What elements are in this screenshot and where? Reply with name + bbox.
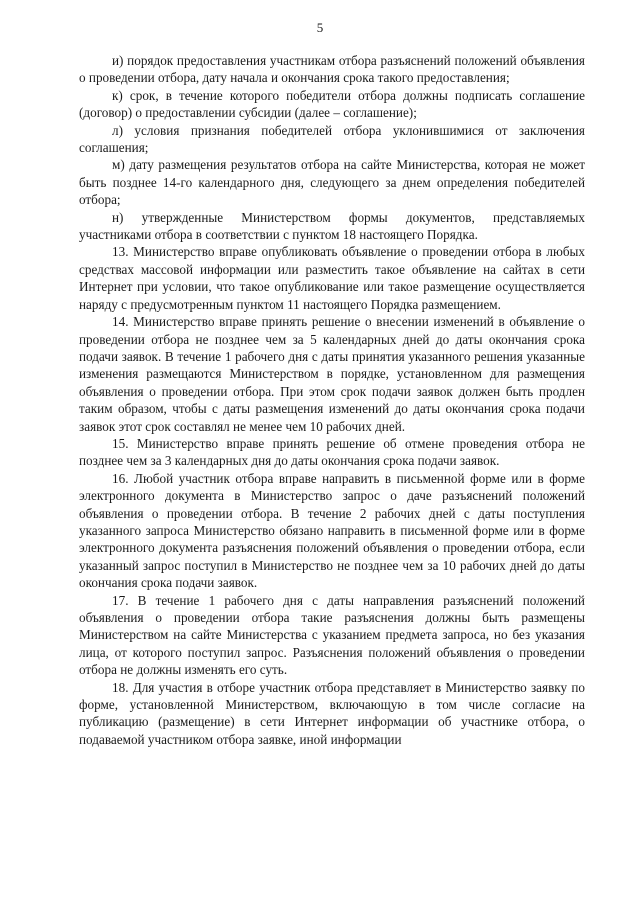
paragraph-16: 16. Любой участник отбора вправе направить в письменной форме или в форме электронного документа в Министерство запрос о даче разъяснений положений объявления о проведении отбора. В течение 2 рабочих дней с даты поступления указанного запроса Министерство обязано направить в письменной форме или в форме электронного документа разъяснения положений объявления о проведении отбора, если указанный запрос поступил в Министерство не позднее чем за 10 рабочих дней до даты окончания срока подачи заявок. xyxy=(79,470,585,591)
paragraph-item-n: н) утвержденные Министерством формы документов, представляемых участниками отбора в соответствии с пунктом 18 настоящего Порядка. xyxy=(79,209,585,243)
paragraph-item-l: л) условия признания победителей отбора уклонившимися от заключения соглашения; xyxy=(79,122,585,156)
paragraph-17: 17. В течение 1 рабочего дня с даты направления разъяснений положений объявления о проведении отбора такие разъяснения должны быть размещены Министерством на сайте Министерства с указанием предмета запроса, но без указания лица, от которого поступил запрос. Разъяснения положений объявления о проведении отбора не должны изменять его суть. xyxy=(79,592,585,678)
document-body xyxy=(79,52,585,748)
paragraph-14: 14. Министерство вправе принять решение о внесении изменений в объявление о проведении отбора не позднее чем за 5 календарных дней до даты окончания срока подачи заявок. В течение 1 рабочего дня с даты принятия указанного решения указанные изменения размещаются Министерством в порядке, установленном для размещения объявления о проведении отбора. При этом срок подачи заявок должен быть продлен таким образом, чтобы с даты размещения изменений до даты окончания срока подачи заявок этот срок составлял не менее чем 10 рабочих дней. xyxy=(79,314,585,434)
paragraph-18: 18. Для участия в отборе участник отбора представляет в Министерство заявку по форме, установленной Министерством, включающую в том числе согласие на публикацию (размещение) в сети Интернет информации об участнике отбора, о подаваемой участником отбора заявке, иной информации xyxy=(79,679,585,747)
paragraph-item-m: м) дату размещения результатов отбора на сайте Министерства, которая не может быть позднее 14-го календарного дня, следующего за днем определения победителей отбора; xyxy=(79,157,585,208)
paragraph-13: 13. Министерство вправе опубликовать объявление о проведении отбора в любых средствах массовой информации или разместить такое объявление на сайтах в сети Интернет при условии, что такое опубликование или такое размещение осуществляется наряду с предусмотренным пунктом 11 настоящего Порядка размещением. xyxy=(79,244,585,312)
paragraph-item-i: и) порядок предоставления участникам отбора разъяснений положений объявления о проведении отбора, дату начала и окончания срока такого предоставления; xyxy=(79,53,585,86)
page-number: 5 xyxy=(316,20,324,35)
paragraph-item-k: к) срок, в течение которого победители отбора должны подписать соглашение (договор) о предоставлении субсидии (далее – соглашение); xyxy=(79,87,585,121)
paragraph-15: 15. Министерство вправе принять решение об отмене проведения отбора не позднее чем за 3 календарных дня до даты окончания срока подачи заявок. xyxy=(79,435,585,469)
